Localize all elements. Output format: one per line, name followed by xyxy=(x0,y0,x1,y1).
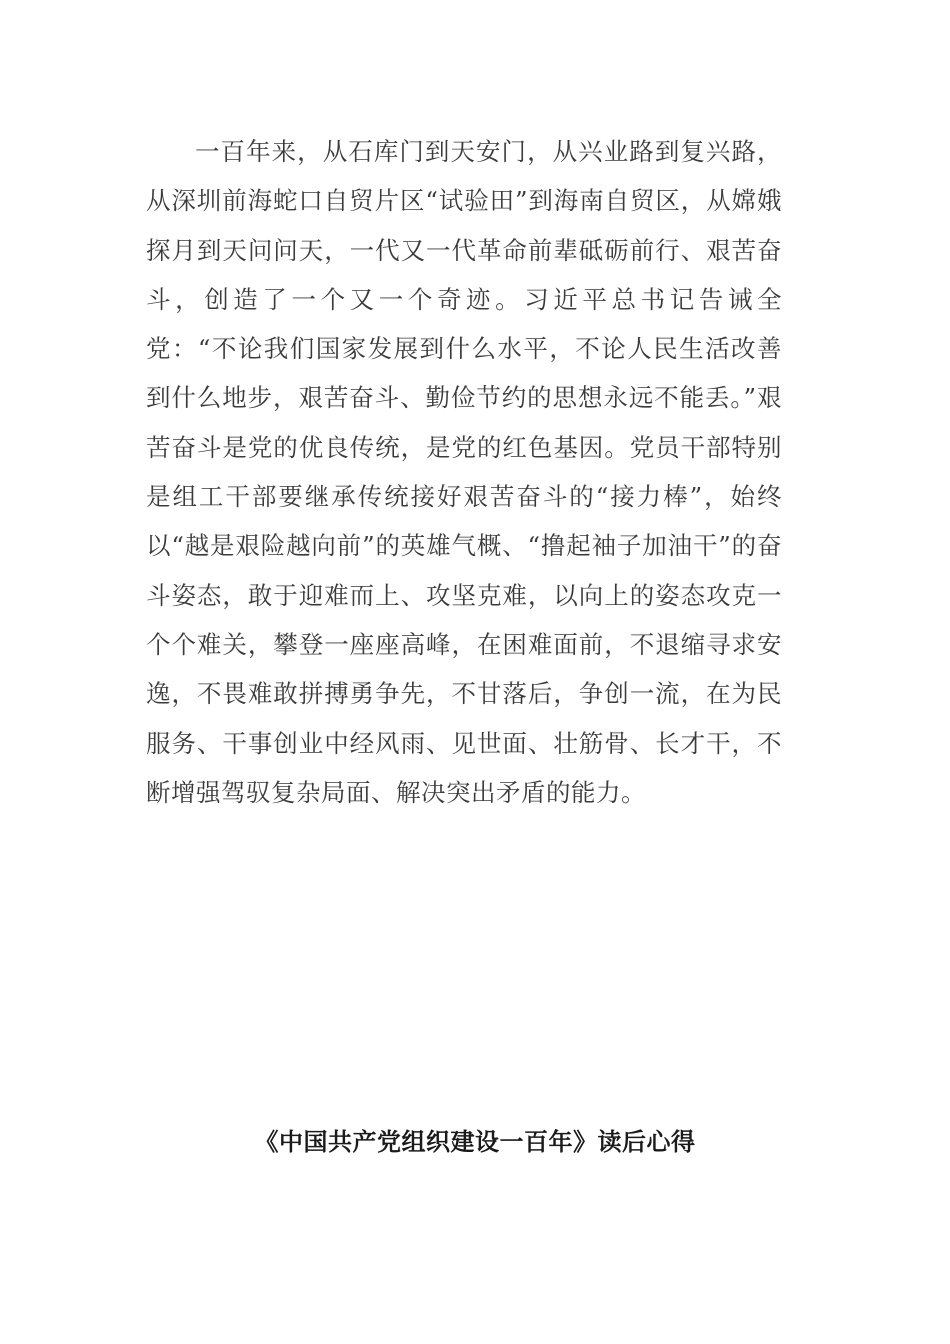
body-paragraph: 一百年来，从石库门到天安门，从兴业路到复兴路，从深圳前海蛇口自贸片区“试验田”到海南自贸区，从嫦娥探月到天问问天，一代又一代革命前辈砥砺前行、艰苦奋斗，创造了一个又一个奇迹。习近平总书记告诫全党：“不论我们国家发展到什么水平，不论人民生活改善到什么地步，艰苦奋斗、勤俭节约的思想永远不能丢。”艰苦奋斗是党的优良传统，是党的红色基因。党员干部特别是组工干部要继承传统接好艰苦奋斗的“接力棒”，始终以“越是艰险越向前”的英雄气概、“撸起袖子加油干”的奋斗姿态，敢于迎难而上、攻坚克难，以向上的姿态攻克一个个难关，攀登一座座高峰，在困难面前，不退缩寻求安逸，不畏难敢拼搏勇争先，不甘落后，争创一流，在为民服务、干事创业中经风雨、见世面、壮筋骨、长才干，不断增强驾驭复杂局面、解决突出矛盾的能力。 xyxy=(146,137,782,807)
section-title: 《中国共产党组织建设一百年》读后心得 xyxy=(254,1128,696,1156)
